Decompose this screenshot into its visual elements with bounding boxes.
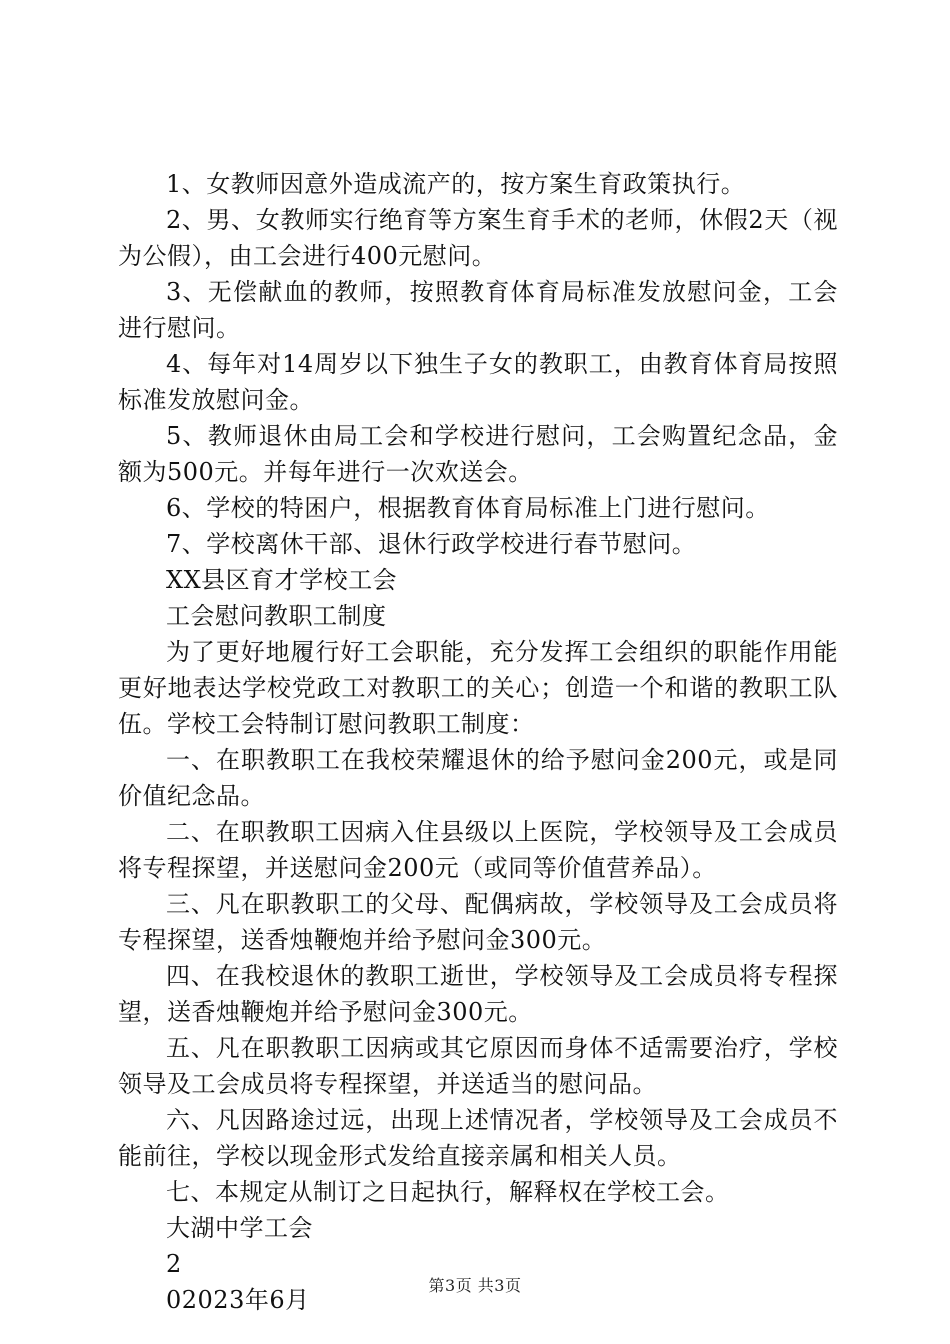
- union-signature-2: 大湖中学工会: [166, 1214, 313, 1242]
- regulation-item-3: 三、凡在职教职工的父母、配偶病故，学校领导及工会成员将专程探望，送香烛鞭炮并给予慰问金300元。: [118, 890, 838, 954]
- document-body: [118, 166, 838, 1318]
- rule-item-2: 2、男、女教师实行绝育等方案生育手术的老师，休假2天（视为公假），由工会进行400元慰问。: [118, 206, 838, 270]
- date-line-2: 02023年6月: [166, 1286, 310, 1314]
- rule-item-7: 7、学校离休干部、退休行政学校进行春节慰问。: [166, 530, 697, 558]
- rule-item-6: 6、学校的特困户，根据教育体育局标准上门进行慰问。: [166, 494, 770, 522]
- regulation-item-6: 六、凡因路途过远，出现上述情况者，学校领导及工会成员不能前往，学校以现金形式发给直接亲属和相关人员。: [118, 1106, 838, 1170]
- date-line-1: 2: [166, 1250, 182, 1278]
- regulation-title: 工会慰问教职工制度: [166, 602, 387, 630]
- page-number: 第3页 共3页: [428, 1276, 522, 1295]
- rule-item-4: 4、每年对14周岁以下独生子女的教职工，由教育体育局按照标准发放慰问金。: [118, 350, 838, 414]
- regulation-item-2: 二、在职教职工因病入住县级以上医院，学校领导及工会成员将专程探望，并送慰问金200元（或同等价值营养品）。: [118, 818, 838, 882]
- rule-item-1: 1、女教师因意外造成流产的，按方案生育政策执行。: [166, 170, 746, 198]
- regulation-item-5: 五、凡在职教职工因病或其它原因而身体不适需要治疗，学校领导及工会成员将专程探望，并送适当的慰问品。: [118, 1034, 838, 1098]
- regulation-item-7: 七、本规定从制订之日起执行，解释权在学校工会。: [166, 1178, 730, 1206]
- regulation-item-4: 四、在我校退休的教职工逝世，学校领导及工会成员将专程探望，送香烛鞭炮并给予慰问金300元。: [118, 962, 838, 1026]
- regulation-item-1: 一、在职教职工在我校荣耀退休的给予慰问金200元，或是同价值纪念品。: [118, 746, 838, 810]
- union-signature-1: XX县区育才学校工会: [166, 566, 398, 594]
- regulation-intro: 为了更好地履行好工会职能，充分发挥工会组织的职能作用能更好地表达学校党政工对教职工的关心；创造一个和谐的教职工队伍。学校工会特制订慰问教职工制度：: [118, 638, 838, 738]
- rule-item-3: 3、无偿献血的教师，按照教育体育局标准发放慰问金，工会进行慰问。: [118, 278, 838, 342]
- rule-item-5: 5、教师退休由局工会和学校进行慰问，工会购置纪念品，金额为500元。并每年进行一次欢送会。: [118, 422, 838, 486]
